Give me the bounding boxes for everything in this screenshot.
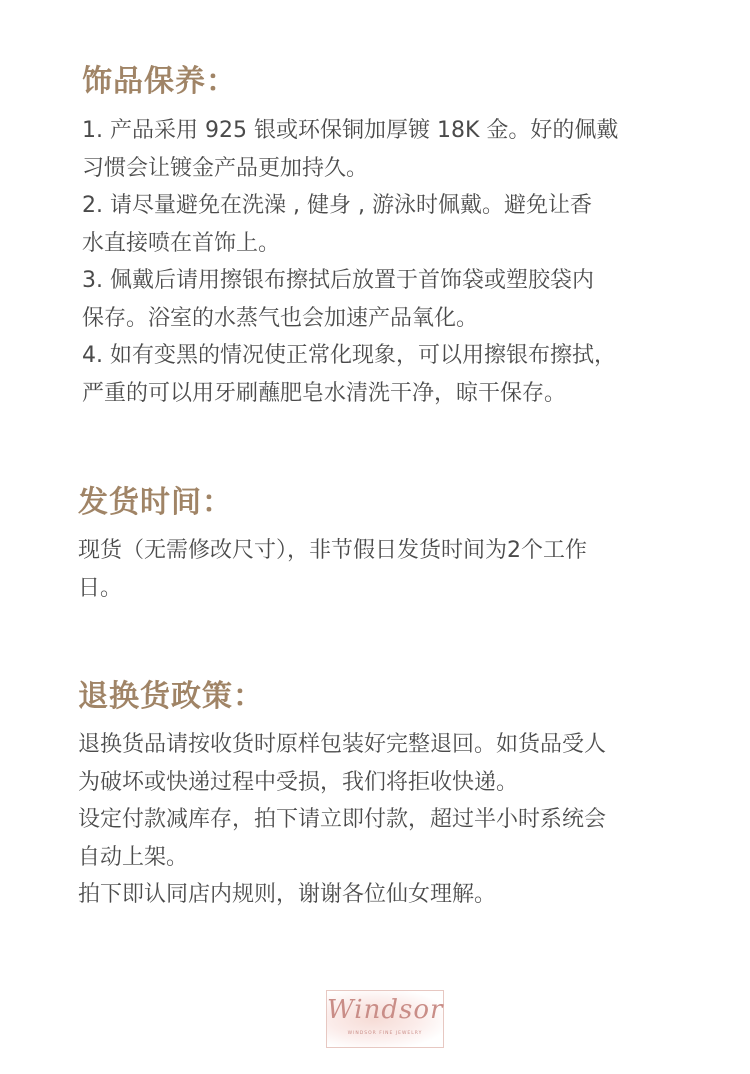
care-line: 2. 请尽量避免在洗澡 , 健身 , 游泳时佩戴。避免让香	[82, 193, 592, 218]
care-line: 3. 佩戴后请用擦银布擦拭后放置于首饰袋或塑胶袋内	[82, 268, 594, 293]
care-line: 习惯会让镀金产品更加持久。	[82, 155, 369, 181]
shipping-section-body	[78, 532, 587, 607]
returns-line: 设定付款减库存，拍下请立即付款，超过半小时系统会	[78, 807, 607, 832]
shipping-section-title: 发货时间：	[78, 485, 233, 520]
returns-section-body	[78, 726, 606, 914]
shipping-line: 日。	[78, 575, 123, 601]
care-section-body	[82, 112, 618, 412]
care-line: 保存。浴室的水蒸气也会加速产品氧化。	[82, 305, 479, 331]
logo-tagline: WINDSOR FINE JEWELRY	[347, 1031, 423, 1036]
care-line: 严重的可以用牙刷蘸肥皂水清洗干净，晾干保存。	[82, 380, 567, 406]
brand-logo	[326, 990, 444, 1048]
returns-line: 拍下即认同店内规则，谢谢各位仙女理解。	[78, 882, 497, 907]
care-line: 水直接喷在首饰上。	[82, 230, 281, 256]
logo-wordmark: Windsor	[327, 995, 444, 1025]
returns-line: 自动上架。	[78, 844, 189, 870]
care-line: 1. 产品采用 925 银或环保铜加厚镀 18K 金。好的佩戴	[82, 118, 619, 143]
returns-line: 退换货品请按收货时原样包装好完整退回。如货品受人	[78, 732, 607, 757]
returns-section-title: 退换货政策：	[78, 679, 264, 714]
returns-line: 为破坏或快递过程中受损，我们将拒收快递。	[78, 769, 519, 795]
care-section-title: 饰品保养：	[82, 64, 237, 99]
care-line: 4. 如有变黑的情况使正常化现象，可以用擦银布擦拭，	[82, 343, 616, 368]
shipping-line: 现货（无需修改尺寸），非节假日发货时间为2个工作	[78, 538, 587, 563]
